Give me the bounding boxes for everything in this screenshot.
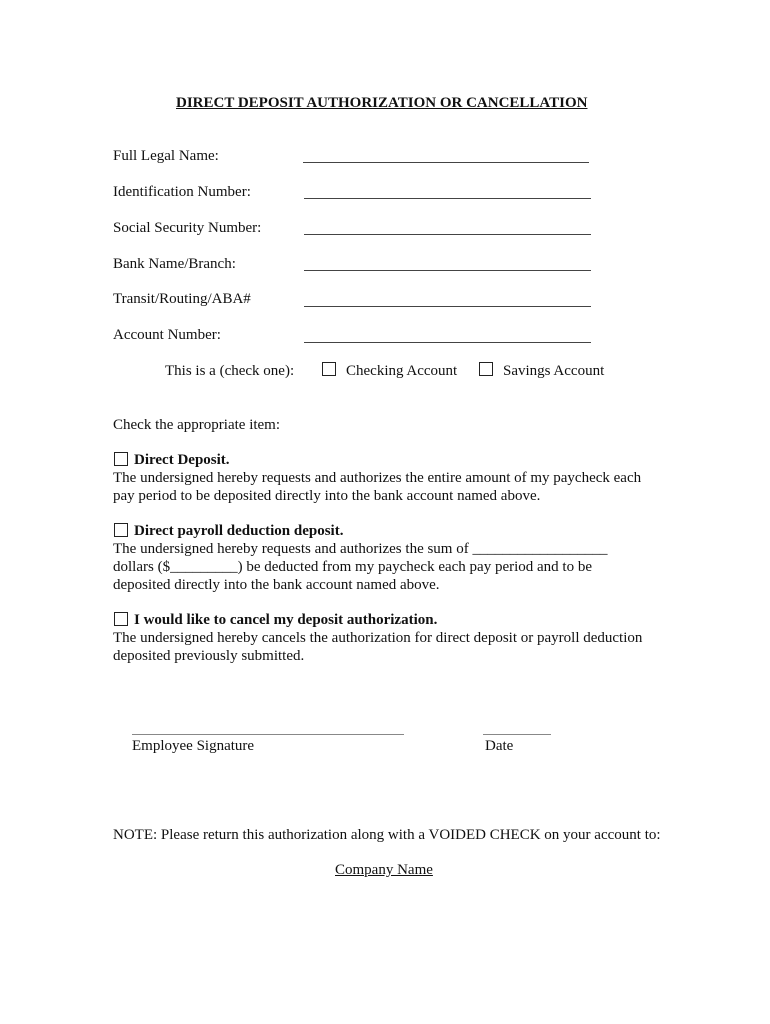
full-legal-name-input-line[interactable] (303, 162, 589, 163)
identification-number-label: Identification Number: (113, 184, 251, 200)
account-type-prompt: This is a (check one): (165, 363, 295, 379)
ssn-label: Social Security Number: (113, 220, 262, 236)
check-item-heading: Check the appropriate item: (113, 417, 281, 433)
payroll-deduction-text-line3: deposited directly into the bank account named above. (113, 577, 440, 593)
employee-signature-label: Employee Signature (132, 738, 255, 754)
return-note: NOTE: Please return this authorization along with a VOIDED CHECK on your account to: (113, 827, 661, 843)
date-line[interactable] (483, 734, 551, 735)
full-legal-name-label: Full Legal Name: (113, 148, 219, 164)
date-label: Date (485, 738, 514, 754)
checking-account-checkbox[interactable] (322, 362, 336, 376)
direct-deposit-text-line1: The undersigned hereby requests and authorizes the entire amount of my paycheck each (113, 470, 642, 486)
payroll-deduction-title: Direct payroll deduction deposit. (134, 523, 344, 539)
bank-name-label: Bank Name/Branch: (113, 256, 236, 272)
cancel-authorization-text-line2: deposited previously submitted. (113, 648, 305, 664)
direct-deposit-text-line2: pay period to be deposited directly into the bank account named above. (113, 488, 541, 504)
company-name: Company Name (335, 862, 433, 878)
savings-account-label: Savings Account (503, 363, 605, 379)
payroll-deduction-text-line2: dollars ($_________) be deducted from my paycheck each pay period and to be (113, 559, 593, 575)
savings-account-checkbox[interactable] (479, 362, 493, 376)
account-number-input-line[interactable] (304, 342, 591, 343)
ssn-input-line[interactable] (304, 234, 591, 235)
cancel-authorization-text-line1: The undersigned hereby cancels the authorization for direct deposit or payroll deduction (113, 630, 643, 646)
bank-name-input-line[interactable] (304, 270, 591, 271)
employee-signature-line[interactable] (132, 734, 404, 735)
identification-number-input-line[interactable] (304, 198, 591, 199)
routing-label: Transit/Routing/ABA# (113, 291, 251, 307)
account-number-label: Account Number: (113, 327, 221, 343)
routing-input-line[interactable] (304, 306, 591, 307)
payroll-deduction-checkbox[interactable] (114, 523, 128, 537)
form-title: DIRECT DEPOSIT AUTHORIZATION OR CANCELLATION (176, 95, 588, 111)
payroll-deduction-text-line1: The undersigned hereby requests and authorizes the sum of __________________ (113, 541, 608, 557)
cancel-authorization-title: I would like to cancel my deposit authorization. (134, 612, 438, 628)
direct-deposit-title: Direct Deposit. (134, 452, 230, 468)
checking-account-label: Checking Account (346, 363, 458, 379)
cancel-authorization-checkbox[interactable] (114, 612, 128, 626)
direct-deposit-checkbox[interactable] (114, 452, 128, 466)
